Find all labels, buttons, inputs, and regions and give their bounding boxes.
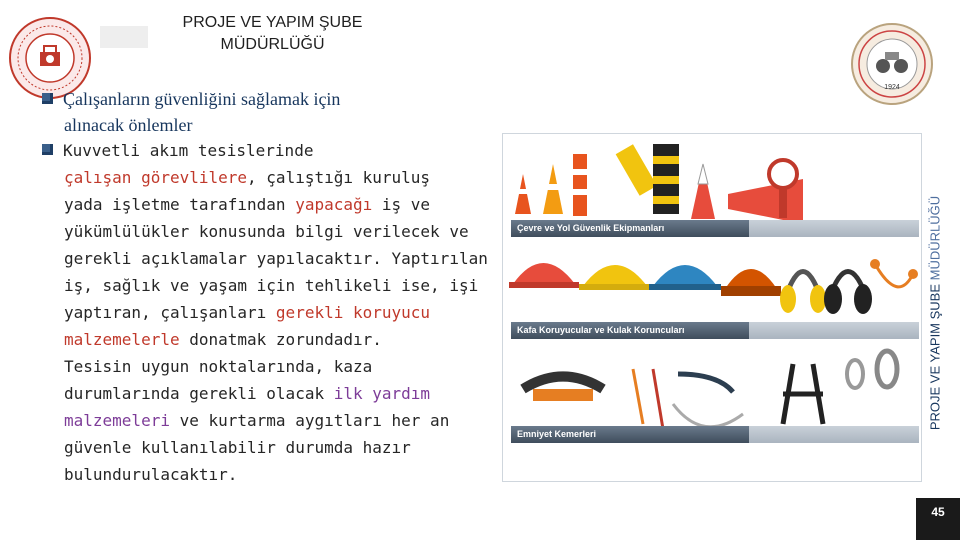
body-highlight: malzemelerle [64, 330, 180, 349]
photo-label-head-protection: Kafa Koruyucular ve Kulak Koruncuları [511, 322, 749, 339]
body-line [42, 326, 502, 353]
side-label-bold: PROJE VE YAPIM ŞUBE [927, 283, 943, 431]
body-text: yükümlülükler konusunda bilgi verilecek ve [64, 222, 469, 241]
bullet-body [42, 137, 502, 488]
body-text: , çalıştığı kuruluş [247, 168, 431, 187]
lanyard-icon [633, 369, 643, 424]
page-title-line2: MÜDÜRLÜĞÜ [220, 36, 325, 53]
side-label-light: MÜDÜRLÜĞÜ [927, 195, 943, 281]
body-line [42, 434, 502, 461]
no-parking-sign-icon [769, 160, 797, 188]
lanyard-icon [653, 369, 663, 429]
body-line [42, 461, 502, 488]
harness-icon [783, 364, 823, 424]
body-text: Kuvvetli akım tesislerinde [63, 141, 314, 160]
helmet-icon [583, 265, 647, 286]
square-bullet-icon [42, 93, 53, 104]
body-text: iş, sağlık ve yaşam için tehlikeli ise, işi [64, 276, 479, 295]
square-bullet-icon [42, 144, 53, 155]
side-label [928, 138, 943, 488]
body-line [42, 380, 502, 407]
body-highlight: ilk yardım [333, 384, 431, 403]
bullet-heading-line1: Çalışanların güvenliğini sağlamak için [63, 89, 341, 109]
body-text: güvenle kullanılabilir durumda hazır [64, 438, 411, 457]
photo-label-safety-belts: Emniyet Kemerleri [511, 426, 749, 443]
body-text: yaptıran, çalışanları [64, 303, 276, 322]
safety-equipment-image [502, 133, 922, 482]
page-title-line1: PROJE VE YAPIM ŞUBE [182, 14, 363, 31]
body-text: yada işletme tarafından [64, 195, 296, 214]
body-highlight: çalışan görevlilere [64, 168, 248, 187]
body-line [42, 299, 502, 326]
body-line [42, 272, 502, 299]
helmet-icon [513, 263, 575, 284]
body-text: bulundurulacaktır. [64, 465, 238, 484]
body-line [42, 353, 502, 380]
page-title [150, 12, 395, 56]
barrier-pole-icon [573, 154, 587, 216]
body-line [42, 407, 502, 434]
ear-plug-icon [875, 264, 913, 287]
bullet-heading-line2: alınacak önlemler [64, 115, 193, 135]
body-line [42, 245, 502, 272]
body-line [42, 191, 502, 218]
body-text: Tesisin uygun noktalarında, kaza [64, 357, 373, 376]
carabiner-icon [847, 360, 863, 388]
warning-tape-icon [616, 144, 657, 196]
carabiner-icon [877, 351, 897, 387]
body-text: ve kurtarma aygıtları her an [169, 411, 450, 430]
body-text: donatmak zorundadır. [179, 330, 382, 349]
body-line [42, 218, 502, 245]
body-highlight: gerekli koruyucu [275, 303, 431, 322]
seal-year: 1924 [884, 84, 900, 91]
body-highlight: yapacağı [295, 195, 373, 214]
body-text: durumlarında gerekli olacak [64, 384, 334, 403]
body-text: iş ve [372, 195, 431, 214]
rope-lanyard-icon [673, 404, 743, 427]
bullet-heading [42, 86, 462, 138]
helmet-icon [653, 265, 717, 286]
page-number: 45 [916, 498, 960, 540]
title-decoration-box [100, 26, 148, 48]
energy-absorber-lanyard-icon [678, 374, 733, 392]
body-line [42, 164, 502, 191]
safety-belt-icon [523, 377, 603, 390]
body-text: gerekli açıklamalar yapılacaktır. Yaptırılan [64, 249, 488, 268]
photo-label-road-safety: Çevre ve Yol Güvenlik Ekipmanları [511, 220, 749, 237]
regional-directorate-seal-icon [850, 22, 934, 106]
body-highlight: malzemeleri [64, 411, 170, 430]
